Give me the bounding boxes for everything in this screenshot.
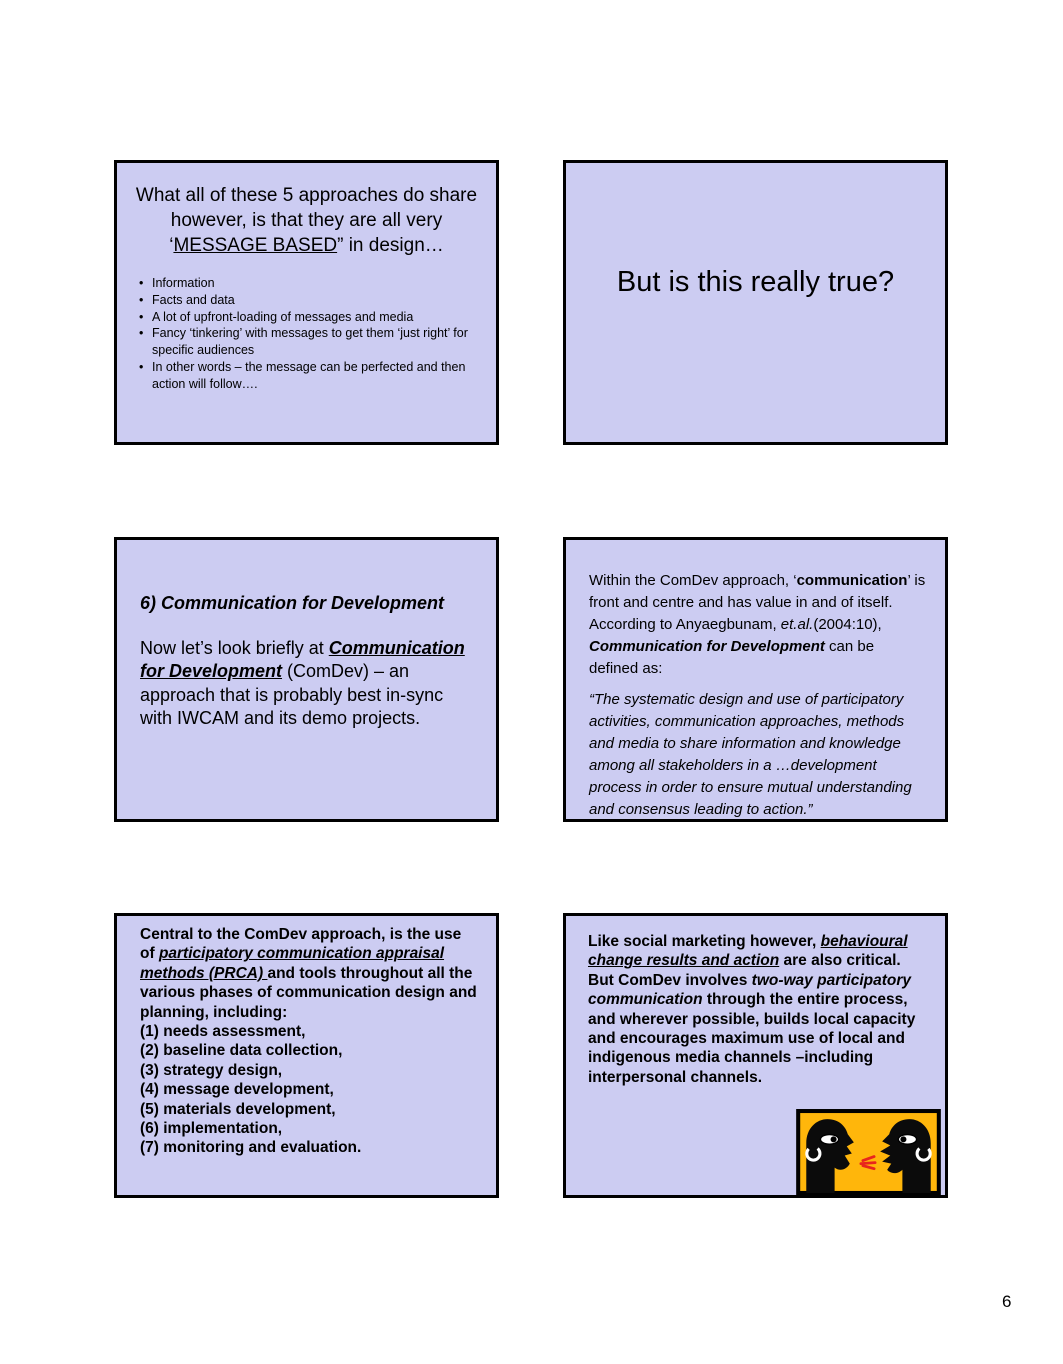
slide-1-title <box>117 163 496 258</box>
slide-2-title: But is this really true? <box>616 266 895 298</box>
emphasized-word: communication <box>796 572 908 589</box>
title-underlined-phrase: MESSAGE BASED <box>173 235 338 256</box>
slide-3-heading: 6) Communication for Development <box>140 593 445 613</box>
page-number: 6 <box>1002 1292 1012 1311</box>
bullet-item: • A lot of upfront-loading of messages and media <box>139 309 486 326</box>
paragraph-text: are also critical. But ComDev involves <box>588 952 901 989</box>
paragraph-text: Central to the ComDev approach, is the use of <box>140 926 462 963</box>
slide-4-paragraph <box>589 570 927 680</box>
emphasized-phrase: Communication for Development <box>140 637 465 681</box>
paragraph-text: (ComDev) – an approach that is probably best in-sync with IWCAM and its demo projects. <box>140 661 444 728</box>
paragraph-text: and tools throughout all the various phases of communication design and planning, including: <box>140 964 477 1021</box>
slide-2 <box>563 160 948 445</box>
slide-6 <box>563 913 948 1198</box>
slide-5-body <box>117 916 496 1158</box>
emphasized-phrase: Communication for Development <box>589 638 825 655</box>
slide-1-bullet-list <box>139 275 486 393</box>
numbered-item: (5) materials development, <box>140 1100 336 1118</box>
slide-1 <box>114 160 499 445</box>
bullet-item: • Facts and data <box>139 292 486 309</box>
numbered-item: (6) implementation, <box>140 1120 283 1138</box>
citation-text: et.al. <box>780 616 814 633</box>
paragraph-text: Within the ComDev approach, ‘ <box>589 572 797 589</box>
bullet-item: • Information <box>139 275 486 292</box>
paragraph-text: Now let’s look briefly at <box>140 637 329 658</box>
paragraph-text: through the entire process, and wherever possible, builds local capacity and encourages maximum use of local and indigenous media channels –including interpersonal channels. <box>588 991 916 1086</box>
numbered-item: (2) baseline data collection, <box>140 1042 343 1060</box>
slide-5 <box>114 913 499 1198</box>
paragraph-text: (2004:10), <box>813 616 882 633</box>
emphasized-phrase: participatory communication appraisal methods (PRCA) <box>140 945 445 982</box>
numbered-item: (3) strategy design, <box>140 1061 283 1079</box>
paragraph-text: can be defined as: <box>589 638 875 677</box>
slide-6-body <box>566 916 945 1087</box>
numbered-item: (7) monitoring and evaluation. <box>140 1139 362 1157</box>
slide-4 <box>563 537 948 822</box>
talking-heads-image <box>796 1109 941 1195</box>
definition-quote: “The systematic design and use of participatory activities, communication approaches, methods and media to share information and knowledge among all stakeholders in a …development process in order to ensure mutual understanding and consensus leading to action.” <box>589 691 912 818</box>
bullet-item: • In other words – the message can be perfected and then action will follow…. <box>139 359 486 393</box>
emphasized-phrase: two-way participatory communication <box>588 971 911 1009</box>
paragraph-text: Like social marketing however, <box>588 933 821 950</box>
talking-heads-icon <box>796 1109 941 1195</box>
slide-4-body <box>566 540 945 821</box>
slide-3-paragraph <box>140 637 474 731</box>
slide-3-body <box>117 540 496 731</box>
numbered-item: (4) message development, <box>140 1081 334 1099</box>
numbered-item: (1) needs assessment, <box>140 1023 306 1041</box>
emphasized-phrase: behavioural change results and action <box>588 933 908 970</box>
title-text: ” in design… <box>337 235 444 256</box>
title-text: What all of these 5 approaches do share however, is that they are all very ‘ <box>135 185 478 256</box>
bullet-item: • Fancy ‘tinkering’ with messages to get them ‘just right’ for specific audiences <box>139 325 486 359</box>
slide-3 <box>114 537 499 822</box>
paragraph-text: ’ is front and centre and has value in and of itself. According to Anyaegbunam, <box>589 572 926 633</box>
slide-5-paragraph <box>140 925 480 1022</box>
